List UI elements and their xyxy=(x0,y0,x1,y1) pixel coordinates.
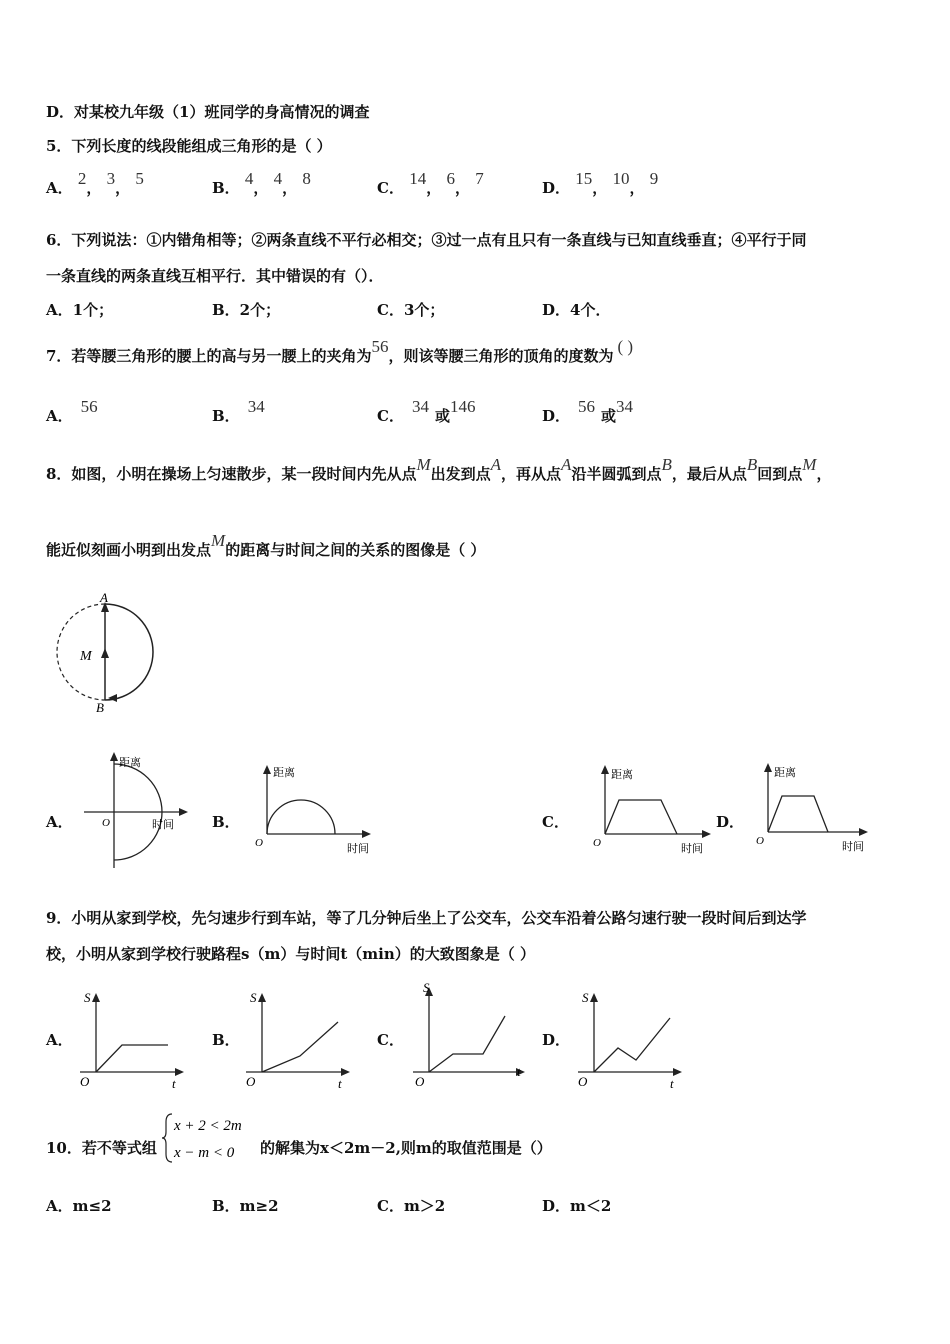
arrow-left-icon xyxy=(108,694,117,702)
q7-option-d[interactable] xyxy=(542,397,634,426)
q10-option-a[interactable]: A．m≤2 xyxy=(46,1197,112,1215)
arrow-up-icon xyxy=(92,993,100,1002)
curve xyxy=(267,800,335,834)
q6-option-a[interactable]: A．1个； xyxy=(46,301,114,319)
q8-graph-c xyxy=(585,760,715,860)
q5-option-a[interactable] xyxy=(46,169,144,198)
option-label: D． xyxy=(542,179,571,197)
x-label: 时间 xyxy=(347,842,369,855)
y-label: S xyxy=(582,990,589,1005)
q6-option-d[interactable]: D．4个． xyxy=(542,301,611,319)
or-text: 或 xyxy=(434,407,450,425)
q10-option-c[interactable]: C．m＞2 xyxy=(377,1197,446,1215)
q8-graph-a xyxy=(80,748,190,873)
q10-inequality-system xyxy=(162,1110,258,1166)
q8-option-a[interactable]: A． xyxy=(46,813,73,831)
arrow-up-icon xyxy=(263,765,271,774)
stem-text: 出发到点 xyxy=(430,465,491,483)
y-label: 距离 xyxy=(119,756,141,769)
arrow-right-icon xyxy=(702,830,711,838)
point-m: M xyxy=(416,455,431,474)
value: 4 xyxy=(273,169,283,188)
q8-option-d[interactable]: D． xyxy=(716,813,745,831)
q10-option-b[interactable]: B．m≥2 xyxy=(212,1197,279,1215)
point-b: B xyxy=(661,455,672,474)
value: 2 xyxy=(77,169,87,188)
label-a: A xyxy=(100,590,108,605)
x-label: t xyxy=(172,1076,176,1091)
arrow-right-icon xyxy=(175,1068,184,1076)
point-b: B xyxy=(746,455,758,474)
q9-option-a[interactable]: A． xyxy=(46,1031,73,1049)
value: 34 xyxy=(616,397,634,416)
origin-label: O xyxy=(246,1074,256,1089)
q5-option-c[interactable] xyxy=(377,169,484,198)
sep: ， xyxy=(454,179,470,197)
value: 56 xyxy=(578,397,596,416)
origin-label: O xyxy=(255,837,263,849)
q8-graph-d xyxy=(748,758,873,858)
q9-option-d[interactable]: D． xyxy=(542,1031,571,1049)
y-label: S xyxy=(84,990,91,1005)
arrow-up-icon xyxy=(601,765,609,774)
sep: ， xyxy=(115,179,131,197)
arrow-up-icon xyxy=(764,763,772,772)
q4-option-d: D．对某校九年级（1）班同学的身高情况的调查 xyxy=(46,103,370,121)
y-label: 距离 xyxy=(273,766,295,779)
arrow-right-icon xyxy=(362,830,371,838)
or-text: 或 xyxy=(601,407,617,425)
path-line xyxy=(429,1016,505,1072)
x-label: 时间 xyxy=(152,818,174,831)
sep: ， xyxy=(86,179,102,197)
q9-stem-line1: 9．小明从家到学校，先匀速步行到车站，等了几分钟后坐上了公交车，公交车沿着公路匀速行驶一段时间后到达学 xyxy=(46,909,807,927)
q9-option-c[interactable]: C． xyxy=(377,1031,404,1049)
stem-text: ，最后从点 xyxy=(671,465,747,483)
value: 14 xyxy=(409,169,427,188)
origin-label: O xyxy=(415,1074,425,1089)
q8-stem-line2 xyxy=(46,531,486,560)
stem-text: 8．如图，小明在操场上匀速散步，某一段时间内先从点 xyxy=(46,465,417,483)
q5-option-b[interactable] xyxy=(212,169,311,198)
q10-stem-a: 10．若不等式组 xyxy=(46,1139,157,1157)
q6-option-c[interactable]: C．3个； xyxy=(377,301,445,319)
point-m: M xyxy=(802,455,817,474)
sep: ， xyxy=(629,179,645,197)
option-label: B． xyxy=(212,179,240,197)
q9-graph-c xyxy=(405,976,530,1092)
inequality-2: x − m < 0 xyxy=(174,1145,235,1161)
path-line xyxy=(594,1018,670,1072)
value: 6 xyxy=(446,169,455,188)
value: 7 xyxy=(475,169,484,188)
arrow-up-icon xyxy=(110,752,118,761)
option-label: A． xyxy=(46,407,73,425)
y-label: 距离 xyxy=(611,768,633,781)
value: 15 xyxy=(575,169,593,188)
q7-option-b[interactable] xyxy=(212,397,265,426)
point-a: A xyxy=(490,455,502,474)
option-label: C． xyxy=(377,407,404,425)
arrow-right-icon xyxy=(341,1068,350,1076)
origin-label: O xyxy=(102,817,110,829)
solid-semicircle xyxy=(105,604,153,700)
path-line xyxy=(96,1045,168,1072)
arrow-right-icon xyxy=(859,828,868,836)
sep: ， xyxy=(592,179,608,197)
q9-graph-b xyxy=(238,984,353,1092)
sep: ， xyxy=(253,179,269,197)
x-label: t xyxy=(517,1064,521,1079)
q6-option-b[interactable]: B．2个； xyxy=(212,301,281,319)
q8-graph-b xyxy=(245,760,375,860)
q8-option-c[interactable]: C． xyxy=(542,813,569,831)
stem-text: ，则该等腰三角形的顶角的度数为 xyxy=(388,347,614,365)
value: 10 xyxy=(612,169,630,188)
q6-stem-line2: 一条直线的两条直线互相平行．其中错误的有（）． xyxy=(46,267,384,285)
q10-stem-b: 的解集为x＜2m－2,则m的取值范围是（） xyxy=(260,1139,552,1157)
arrow-right-icon xyxy=(179,808,188,816)
answer-paren: ( ) xyxy=(617,337,634,356)
trapezoid-line xyxy=(605,800,677,834)
x-label: 时间 xyxy=(681,842,703,855)
stem-text: ，再从点 xyxy=(501,465,562,483)
option-label: D． xyxy=(542,407,571,425)
origin-label: O xyxy=(80,1074,90,1089)
value: 4 xyxy=(244,169,254,188)
point-a: A xyxy=(561,455,572,474)
stem-text: 的距离与时间之间的关系的图像是（ ） xyxy=(225,541,486,559)
brace-icon xyxy=(162,1114,172,1162)
stem-text: 回到点 xyxy=(757,465,803,483)
stem-text: 7．若等腰三角形的腰上的高与另一腰上的夹角为 xyxy=(46,347,372,365)
sep: ， xyxy=(282,179,298,197)
q9-option-b[interactable]: B． xyxy=(212,1031,240,1049)
origin-label: O xyxy=(593,837,601,849)
q8-stem-line1 xyxy=(46,455,832,484)
x-label: 时间 xyxy=(842,840,864,853)
trapezoid-line xyxy=(768,796,828,832)
value: 8 xyxy=(302,169,311,188)
value: 34 xyxy=(411,397,429,416)
option-label: A． xyxy=(46,179,73,197)
label-m: M xyxy=(80,649,92,664)
q7-option-c[interactable] xyxy=(377,397,476,426)
q9-graph-a xyxy=(72,984,187,1092)
q9-stem-line2: 校，小明从家到学校行驶路程s（m）与时间t（min）的大致图象是（ ） xyxy=(46,945,535,963)
q5-option-d[interactable] xyxy=(542,169,659,198)
arrow-up-icon xyxy=(590,993,598,1002)
x-label: t xyxy=(670,1076,674,1091)
option-label: C． xyxy=(377,179,404,197)
point-m: M xyxy=(211,531,226,550)
q9-graph-d xyxy=(570,984,685,1092)
stem-text: ， xyxy=(816,465,832,483)
q10-option-d[interactable]: D．m＜2 xyxy=(542,1197,612,1215)
value: 56 xyxy=(80,397,98,416)
q6-stem-line1: 6．下列说法：①内错角相等；②两条直线不平行必相交；③过一点有且只有一条直线与已知直线垂直；④平行于同 xyxy=(46,231,807,249)
angle-value: 56 xyxy=(371,337,389,356)
stem-text: 能近似刻画小明到出发点 xyxy=(46,541,212,559)
option-label: B． xyxy=(212,407,240,425)
label-b: B xyxy=(96,700,104,715)
y-label: S xyxy=(250,990,257,1005)
value: 146 xyxy=(449,397,476,416)
y-label: S xyxy=(423,980,430,995)
x-label: t xyxy=(338,1076,342,1091)
stem-text: 沿半圆弧到点 xyxy=(571,465,662,483)
q7-option-a[interactable] xyxy=(46,397,98,426)
origin-label: O xyxy=(578,1074,588,1089)
q5-stem: 5．下列长度的线段能组成三角形的是（ ） xyxy=(46,137,332,155)
y-label: 距离 xyxy=(774,766,796,779)
arrow-up-icon xyxy=(258,993,266,1002)
value: 9 xyxy=(649,169,659,188)
arrow-right-icon xyxy=(673,1068,682,1076)
value: 5 xyxy=(135,169,144,188)
value: 34 xyxy=(247,397,265,416)
sep: ， xyxy=(426,179,442,197)
q8-figure xyxy=(50,590,160,715)
origin-label: O xyxy=(756,835,764,847)
q8-option-b[interactable]: B． xyxy=(212,813,240,831)
path-line xyxy=(262,1022,338,1072)
value: 3 xyxy=(106,169,116,188)
arrow-up-icon xyxy=(101,648,109,658)
inequality-1: x + 2 < 2m xyxy=(174,1118,242,1134)
q7-stem xyxy=(46,337,634,366)
